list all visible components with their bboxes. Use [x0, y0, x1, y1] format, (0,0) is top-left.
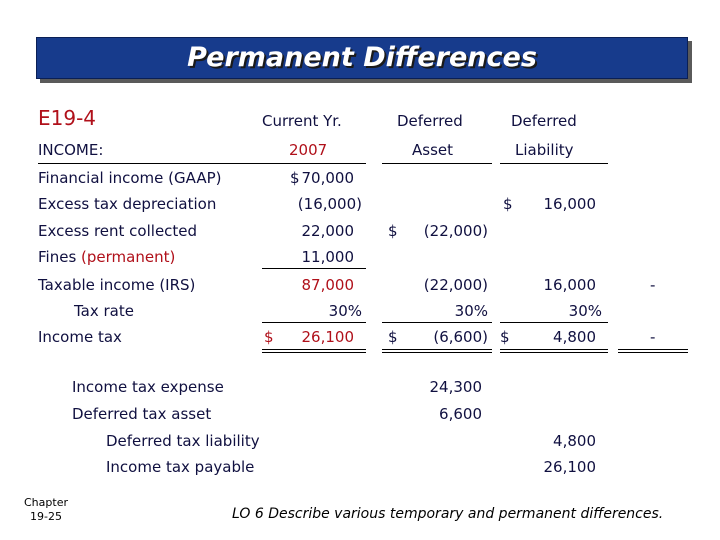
header-rule-label: [38, 163, 262, 164]
row-extra-income-tax: -: [650, 328, 656, 346]
double-rule-liability-1: [500, 349, 608, 350]
header-deferred-liability-1: Deferred: [511, 112, 577, 130]
slide-title: Permanent Differences: [187, 42, 537, 73]
double-rule-asset-1: [382, 349, 492, 350]
row-label-excess-depreciation: Excess tax depreciation: [38, 195, 217, 213]
journal-credit-deferred-tax-liability: 4,800: [553, 432, 596, 450]
double-rule-asset-2: [382, 352, 492, 353]
row-label-tax-rate: Tax rate: [74, 302, 134, 320]
row-dollar-income-tax: $: [264, 328, 274, 346]
row-label-fines-main: Fines: [38, 248, 77, 266]
income-section-label: INCOME:: [38, 141, 104, 159]
row-label-fines-note: (permanent): [81, 248, 176, 266]
row-liability-taxable-income: 16,000: [543, 276, 596, 294]
double-rule-current-1: [262, 349, 366, 350]
journal-debit-deferred-tax-asset: 6,600: [439, 405, 482, 423]
double-rule-current-2: [262, 352, 366, 353]
header-deferred-liability-2: Liability: [515, 141, 574, 159]
header-year: 2007: [289, 141, 328, 159]
income-tax-rule-liability: [500, 322, 608, 323]
journal-account-income-tax-payable: Income tax payable: [106, 458, 255, 476]
header-deferred-asset-2: Asset: [412, 141, 454, 159]
chapter-label-line1: Chapter: [24, 496, 68, 509]
row-label-income-tax: Income tax: [38, 328, 122, 346]
row-asset-income-tax: (6,600): [433, 328, 488, 346]
row-asset-taxable-income: (22,000): [423, 276, 488, 294]
header-rule-liability: [500, 163, 608, 164]
row-dollar-financial-income: $: [290, 169, 300, 187]
subtotal-rule: [262, 268, 366, 269]
journal-account-deferred-tax-asset: Deferred tax asset: [72, 405, 212, 423]
income-tax-rule-asset: [382, 322, 492, 323]
header-rule-current: [262, 163, 366, 164]
header-rule-asset: [382, 163, 492, 164]
income-tax-rule-current: [262, 322, 366, 323]
double-rule-extra-1: [618, 349, 688, 350]
row-current-excess-depreciation: (16,000): [297, 195, 362, 213]
row-asset-dollar-income-tax: $: [388, 328, 398, 346]
journal-account-deferred-tax-liability: Deferred tax liability: [106, 432, 260, 450]
double-rule-extra-2: [618, 352, 688, 353]
chapter-label-line2: 19-25: [30, 510, 62, 523]
row-label-fines: [38, 248, 175, 266]
row-asset-tax-rate: 30%: [454, 302, 488, 320]
row-current-excess-rent: 22,000: [301, 222, 354, 240]
row-label-financial-income: Financial income (GAAP): [38, 169, 222, 187]
header-current-year: Current Yr.: [262, 112, 342, 130]
header-deferred-asset-1: Deferred: [397, 112, 463, 130]
row-liab-dollar-financial-income: $: [503, 195, 513, 213]
row-label-taxable-income: Taxable income (IRS): [38, 276, 196, 294]
row-current-fines: 11,000: [301, 248, 354, 266]
row-liability-financial-income: 16,000: [543, 195, 596, 213]
journal-debit-income-tax-expense: 24,300: [429, 378, 482, 396]
chapter-label: [18, 496, 74, 524]
row-current-financial-income: 70,000: [301, 169, 354, 187]
row-current-taxable-income: 87,000: [301, 276, 354, 294]
journal-credit-income-tax-payable: 26,100: [543, 458, 596, 476]
row-liability-tax-rate: 30%: [568, 302, 602, 320]
double-rule-liability-2: [500, 352, 608, 353]
row-current-tax-rate: 30%: [328, 302, 362, 320]
row-asset-excess-rent: (22,000): [423, 222, 488, 240]
row-asset-dollar-excess-rent: $: [388, 222, 398, 240]
journal-account-income-tax-expense: Income tax expense: [72, 378, 224, 396]
learning-objective: LO 6 Describe various temporary and permanent differences.: [232, 506, 664, 522]
row-extra-taxable-income: -: [650, 276, 656, 294]
row-liab-dollar-income-tax: $: [500, 328, 510, 346]
row-label-excess-rent: Excess rent collected: [38, 222, 198, 240]
row-liability-income-tax: 4,800: [553, 328, 596, 346]
row-current-income-tax: 26,100: [301, 328, 354, 346]
exercise-label: E19-4: [38, 106, 97, 130]
